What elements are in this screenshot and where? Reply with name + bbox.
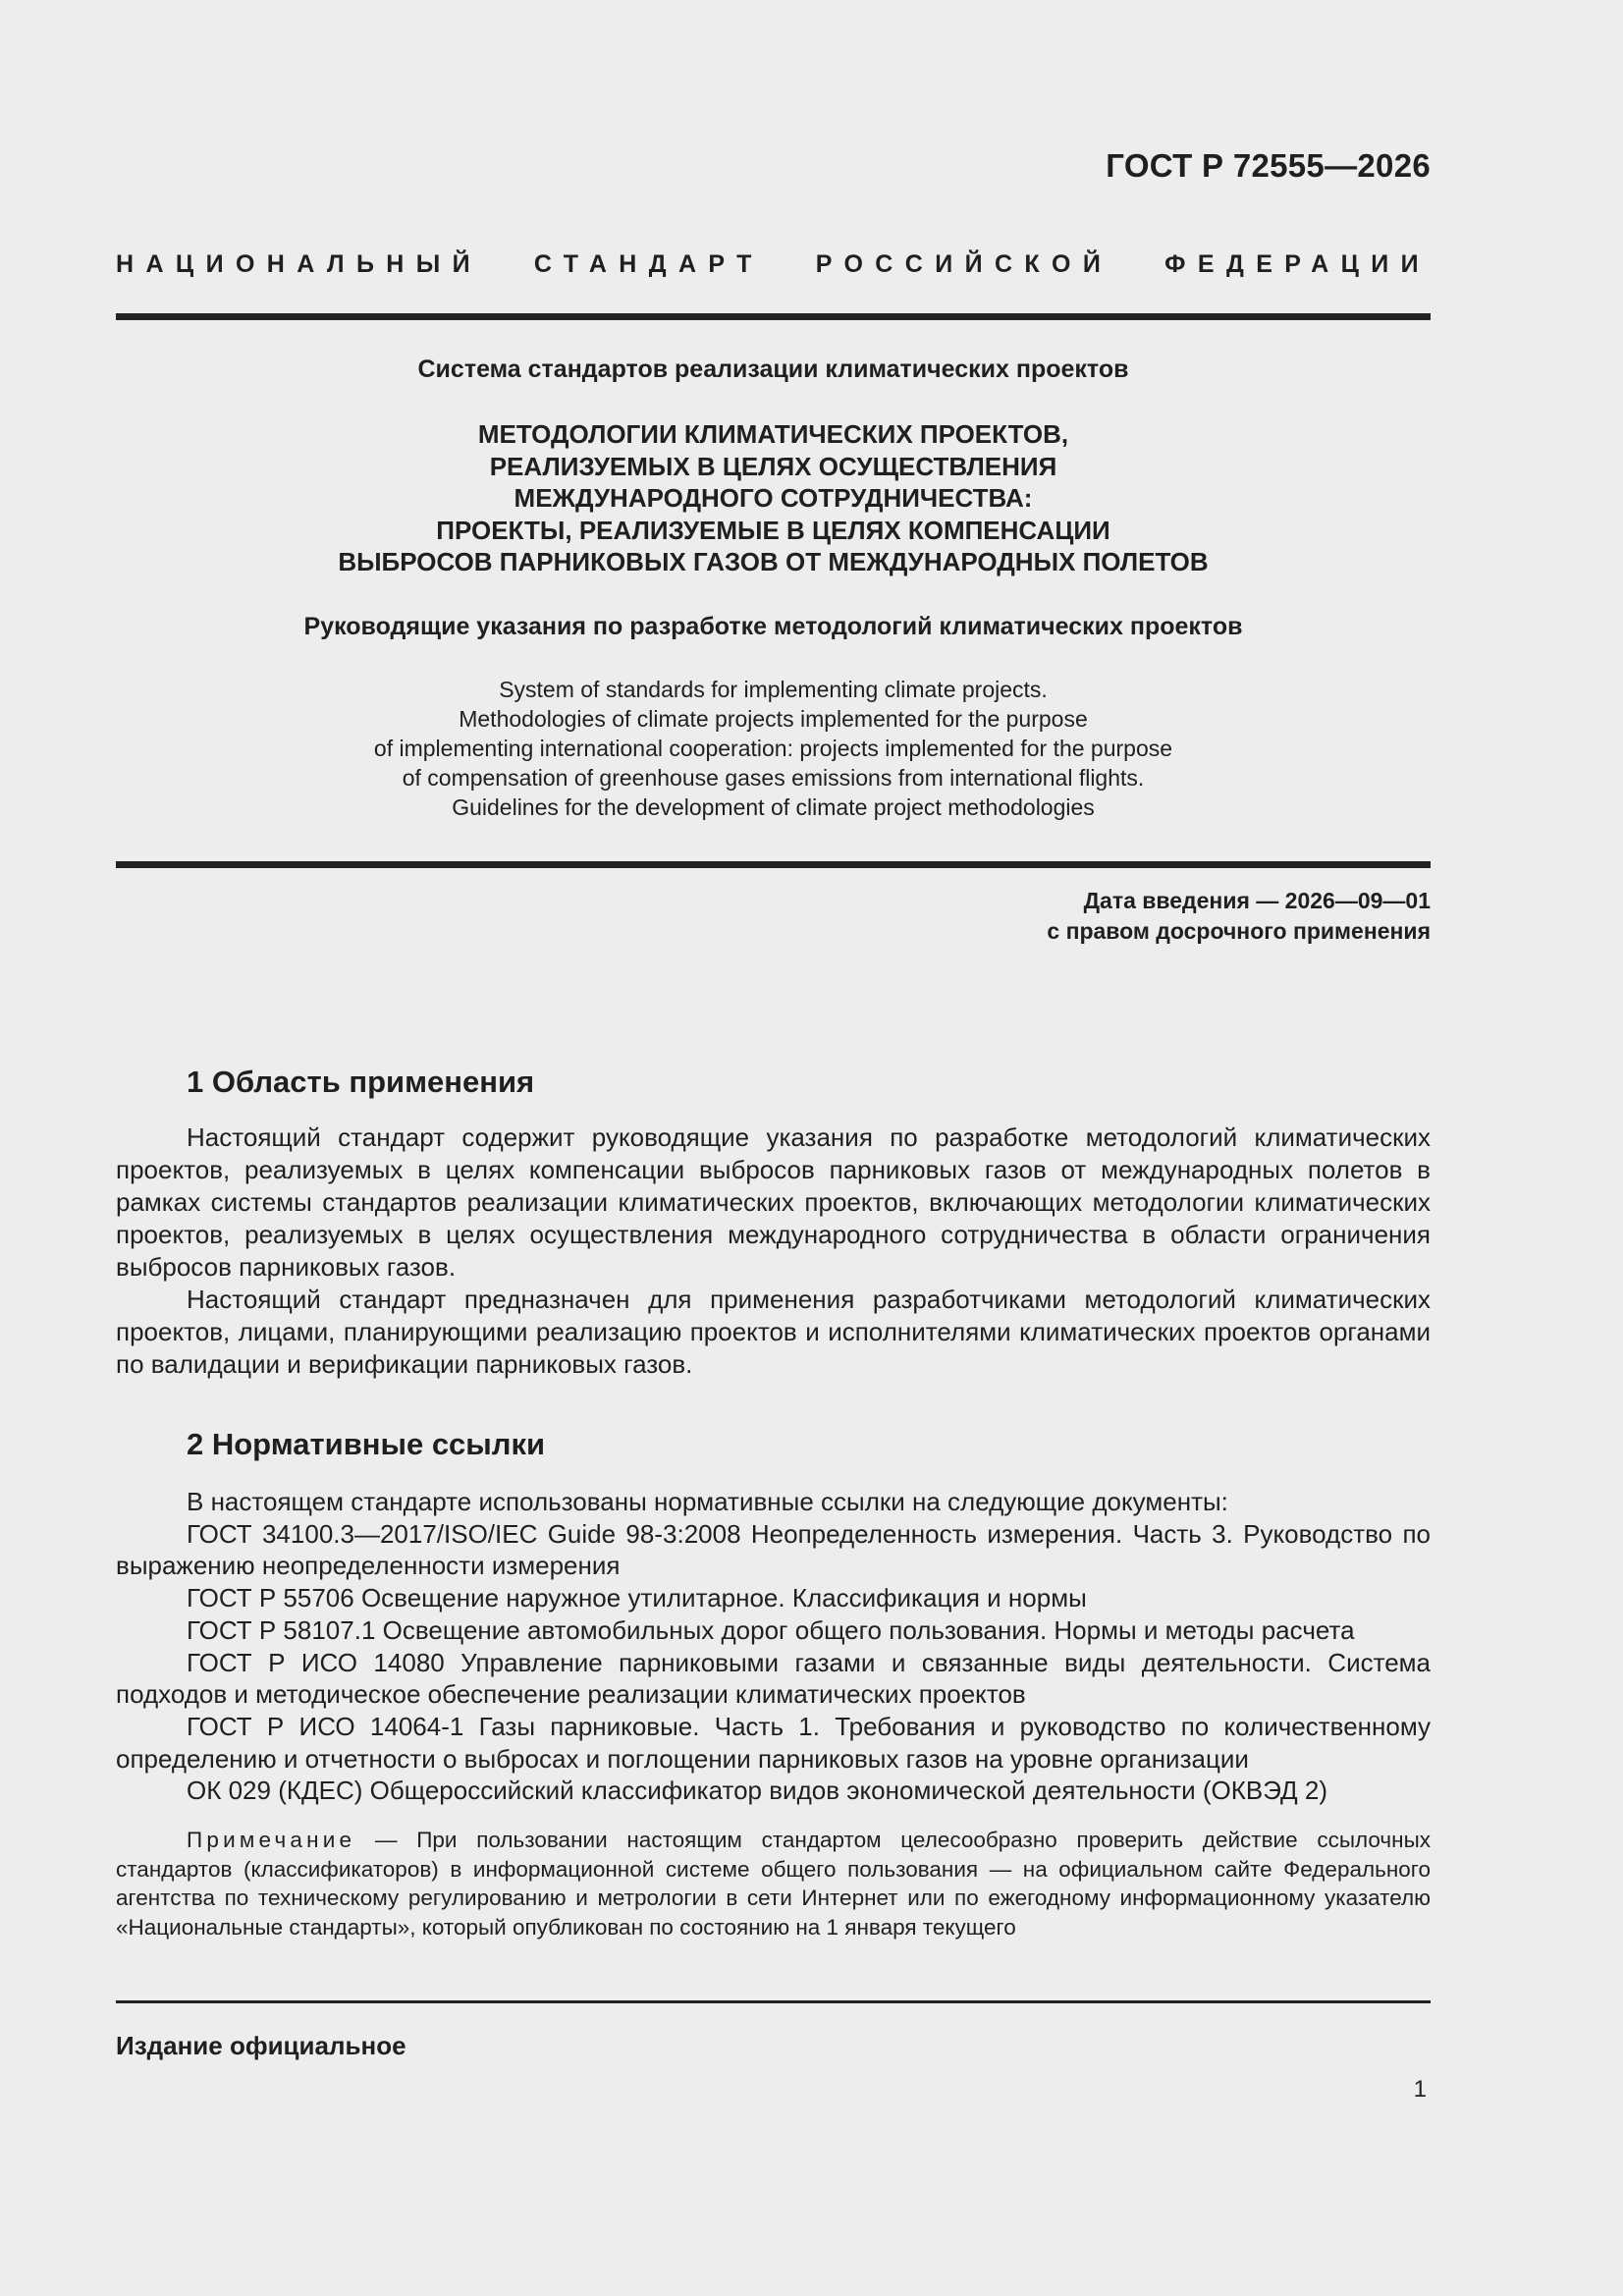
english-title-line: of implementing international cooperation: projects implemented for the purpose	[373, 736, 1173, 761]
section-heading-references: 2 Нормативные ссылки	[187, 1427, 546, 1461]
reference-item: ГОСТ 34100.3—2017/ISO/IEC Guide 98-3:2008 Неопределенность измерения. Часть 3. Руководство по выражению неопределенности измерения	[116, 1518, 1431, 1581]
paragraph: Настоящий стандарт содержит руководящие указания по разработке методологий климатических проектов, реализуемых в целях компенсации выбросов парниковых газов от международных полетов в рамках системы стандартов реализации климатических проектов, включающих методологии климатических проектов, реализуемых в целях осуществления международного сотрудничества в области ограничения выбросов парниковых газов.	[116, 1122, 1431, 1282]
note-text: — При пользовании настоящим стандартом целесообразно проверить действие ссылочных стандартов (классификаторов) в информационной системе общего пользования — на официальном сайте Федерального агентства по техническому регулированию и метрологии в сети Интернет или по ежегодному информационному указателю «Национальные стандарты», который опубликован по состоянию на 1 января текущего	[116, 1828, 1431, 1940]
main-title-line: МЕТОДОЛОГИИ КЛИМАТИЧЕСКИХ ПРОЕКТОВ,	[477, 419, 1069, 449]
note-label: Примечание	[187, 1828, 356, 1852]
title-divider	[116, 861, 1431, 868]
footer-divider	[116, 2000, 1431, 2003]
page-number: 1	[1413, 2076, 1427, 2103]
paragraph: Настоящий стандарт предназначен для применения разработчиками методологий климатических проектов, лицами, планирующими реализацию проектов и исполнителями климатических проектов органами по валидации и верификации парниковых газов.	[116, 1285, 1431, 1379]
main-title-line: МЕЖДУНАРОДНОГО СОТРУДНИЧЕСТВА:	[514, 483, 1033, 513]
main-title-line: РЕАЛИЗУЕМЫХ В ЦЕЛЯХ ОСУЩЕСТВЛЕНИЯ	[489, 451, 1057, 481]
date-of-introduction: Дата введения — 2026—09—01	[1083, 888, 1431, 913]
note	[116, 1826, 1431, 1941]
main-title-line: ВЫБРОСОВ ПАРНИКОВЫХ ГАЗОВ ОТ МЕЖДУНАРОДНЫХ ПОЛЕТОВ	[338, 547, 1209, 576]
section-references-body	[116, 1486, 1431, 1807]
english-title-line: of compensation of greenhouse gases emissions from international flights.	[402, 765, 1145, 791]
system-title: Система стандартов реализации климатических проектов	[417, 355, 1129, 383]
reference-item: ОК 029 (КДЕС) Общероссийский классификатор видов экономической деятельности (ОКВЭД 2)	[187, 1776, 1327, 1806]
section-heading-scope: 1 Область применения	[187, 1065, 535, 1099]
english-title-line: Methodologies of climate projects implemented for the purpose	[459, 706, 1088, 732]
paragraph: В настоящем стандарте использованы нормативные ссылки на следующие документы:	[187, 1487, 1228, 1516]
reference-item: ГОСТ Р 58107.1 Освещение автомобильных дорог общего пользования. Нормы и методы расчета	[187, 1614, 1355, 1645]
subtitle: Руководящие указания по разработке методологий климатических проектов	[303, 613, 1243, 640]
top-divider	[116, 313, 1431, 320]
english-title-line: Guidelines for the development of climate project methodologies	[452, 794, 1095, 820]
reference-item: ГОСТ Р ИСО 14064-1 Газы парниковые. Часть 1. Требования и руководство по количественному определению и отчетности о выбросах и поглощении парниковых газов на уровне организации	[116, 1711, 1431, 1774]
edition-label: Издание официальное	[116, 2031, 406, 2060]
reference-item: ГОСТ Р ИСО 14080 Управление парниковыми газами и связанные виды деятельности. Система подходов и методическое обеспечение реализации климатических проектов	[116, 1647, 1431, 1710]
section-scope-body	[116, 1121, 1431, 1381]
main-title	[116, 418, 1431, 578]
early-application: с правом досрочного применения	[1047, 918, 1431, 944]
national-standard-title: НАЦИОНАЛЬНЫЙ СТАНДАРТ РОССИЙСКОЙ ФЕДЕРАЦИИ	[116, 250, 1431, 278]
main-title-line: ПРОЕКТЫ, РЕАЛИЗУЕМЫЕ В ЦЕЛЯХ КОМПЕНСАЦИИ	[436, 515, 1110, 545]
document-number: ГОСТ Р 72555—2026	[1106, 147, 1431, 184]
english-title-line: System of standards for implementing climate projects.	[499, 677, 1048, 702]
introduction-date	[1047, 886, 1431, 947]
note-paragraph	[116, 1826, 1431, 1941]
english-title	[116, 675, 1431, 822]
reference-item: ГОСТ Р 55706 Освещение наружное утилитарное. Классификация и нормы	[187, 1583, 1087, 1613]
